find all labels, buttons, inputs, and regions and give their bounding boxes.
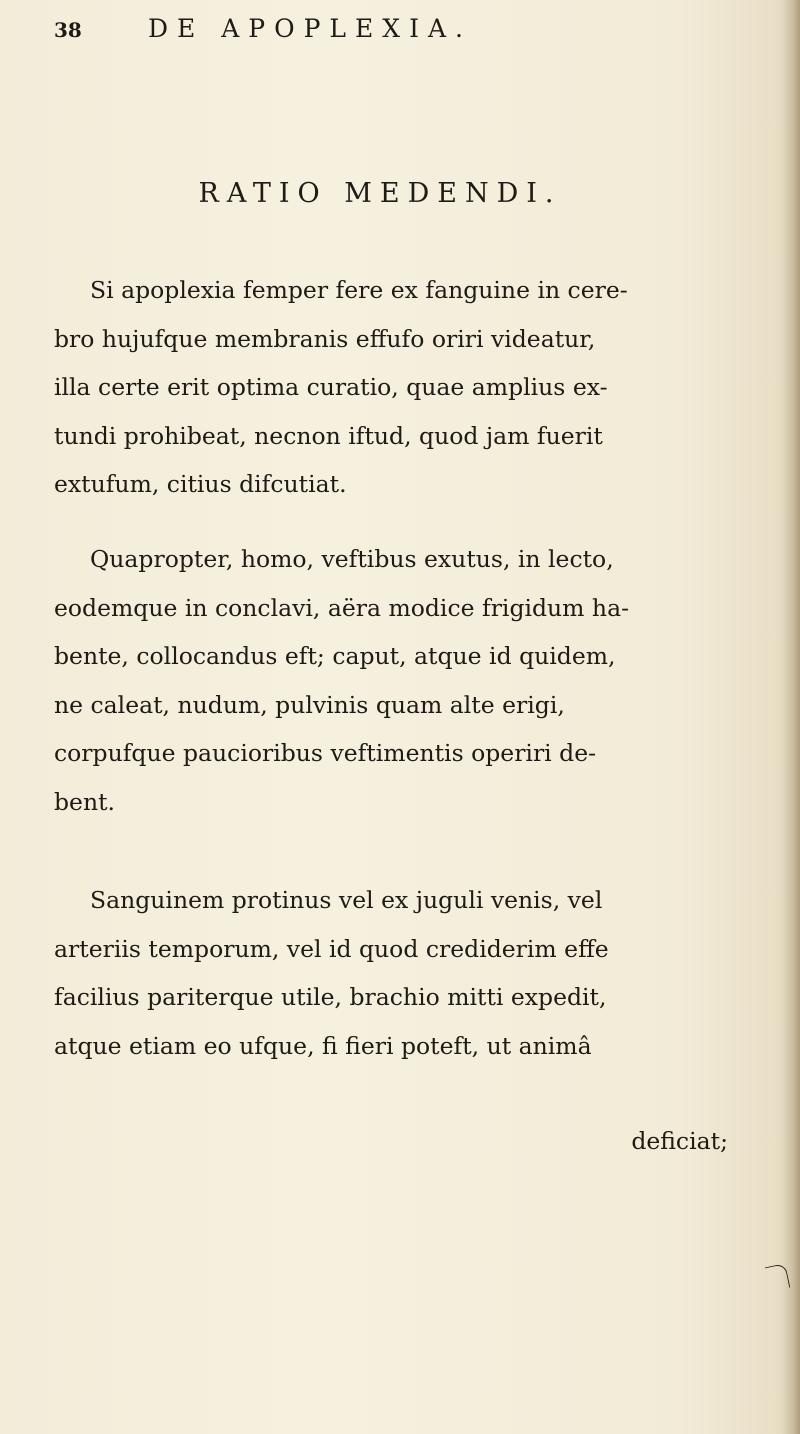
text-line: illa certe erit optima curatio, quae amplius ex- [54,373,608,401]
paragraph-1 [54,266,774,509]
text-line: bente, collocandus eft; caput, atque id quidem, [54,642,616,670]
catchword: deficiat; [631,1127,728,1155]
text-line: Si apoplexia femper fere ex fanguine in cere- [90,276,628,304]
text-line: facilius pariterque utile, brachio mitti expedit, [54,983,607,1011]
text-line: ne caleat, nudum, pulvinis quam alte erigi, [54,690,565,719]
text-line: arteriis temporum, vel id quod crediderim effe [54,934,609,963]
paragraph-3 [54,876,774,1070]
running-title: DE APOPLEXIA. [148,14,472,43]
paragraph-2 [54,535,774,826]
text-line: Quapropter, homo, veftibus exutus, in lecto, [90,545,614,573]
text-line: corpufque paucioribus veftimentis operiri de- [54,739,597,767]
text-line: bro hujufque membranis effufo oriri videatur, [54,324,596,353]
page-edge-shadow [782,0,800,1434]
text-line: eodemque in conclavi, aëra modice frigidum ha- [54,593,630,622]
text-line: bent. [54,787,115,816]
text-line: extufum, citius difcutiat. [54,470,347,498]
text-line: tundi prohibeat, necnon iftud, quod jam fuerit [54,421,603,450]
section-title: RATIO MEDENDI. [198,178,562,209]
text-line: Sanguinem protinus vel ex juguli venis, vel [90,886,603,914]
text-line: atque etiam eo ufque, fi fieri poteft, ut animâ [54,1031,592,1060]
page-number: 38 [54,18,82,42]
